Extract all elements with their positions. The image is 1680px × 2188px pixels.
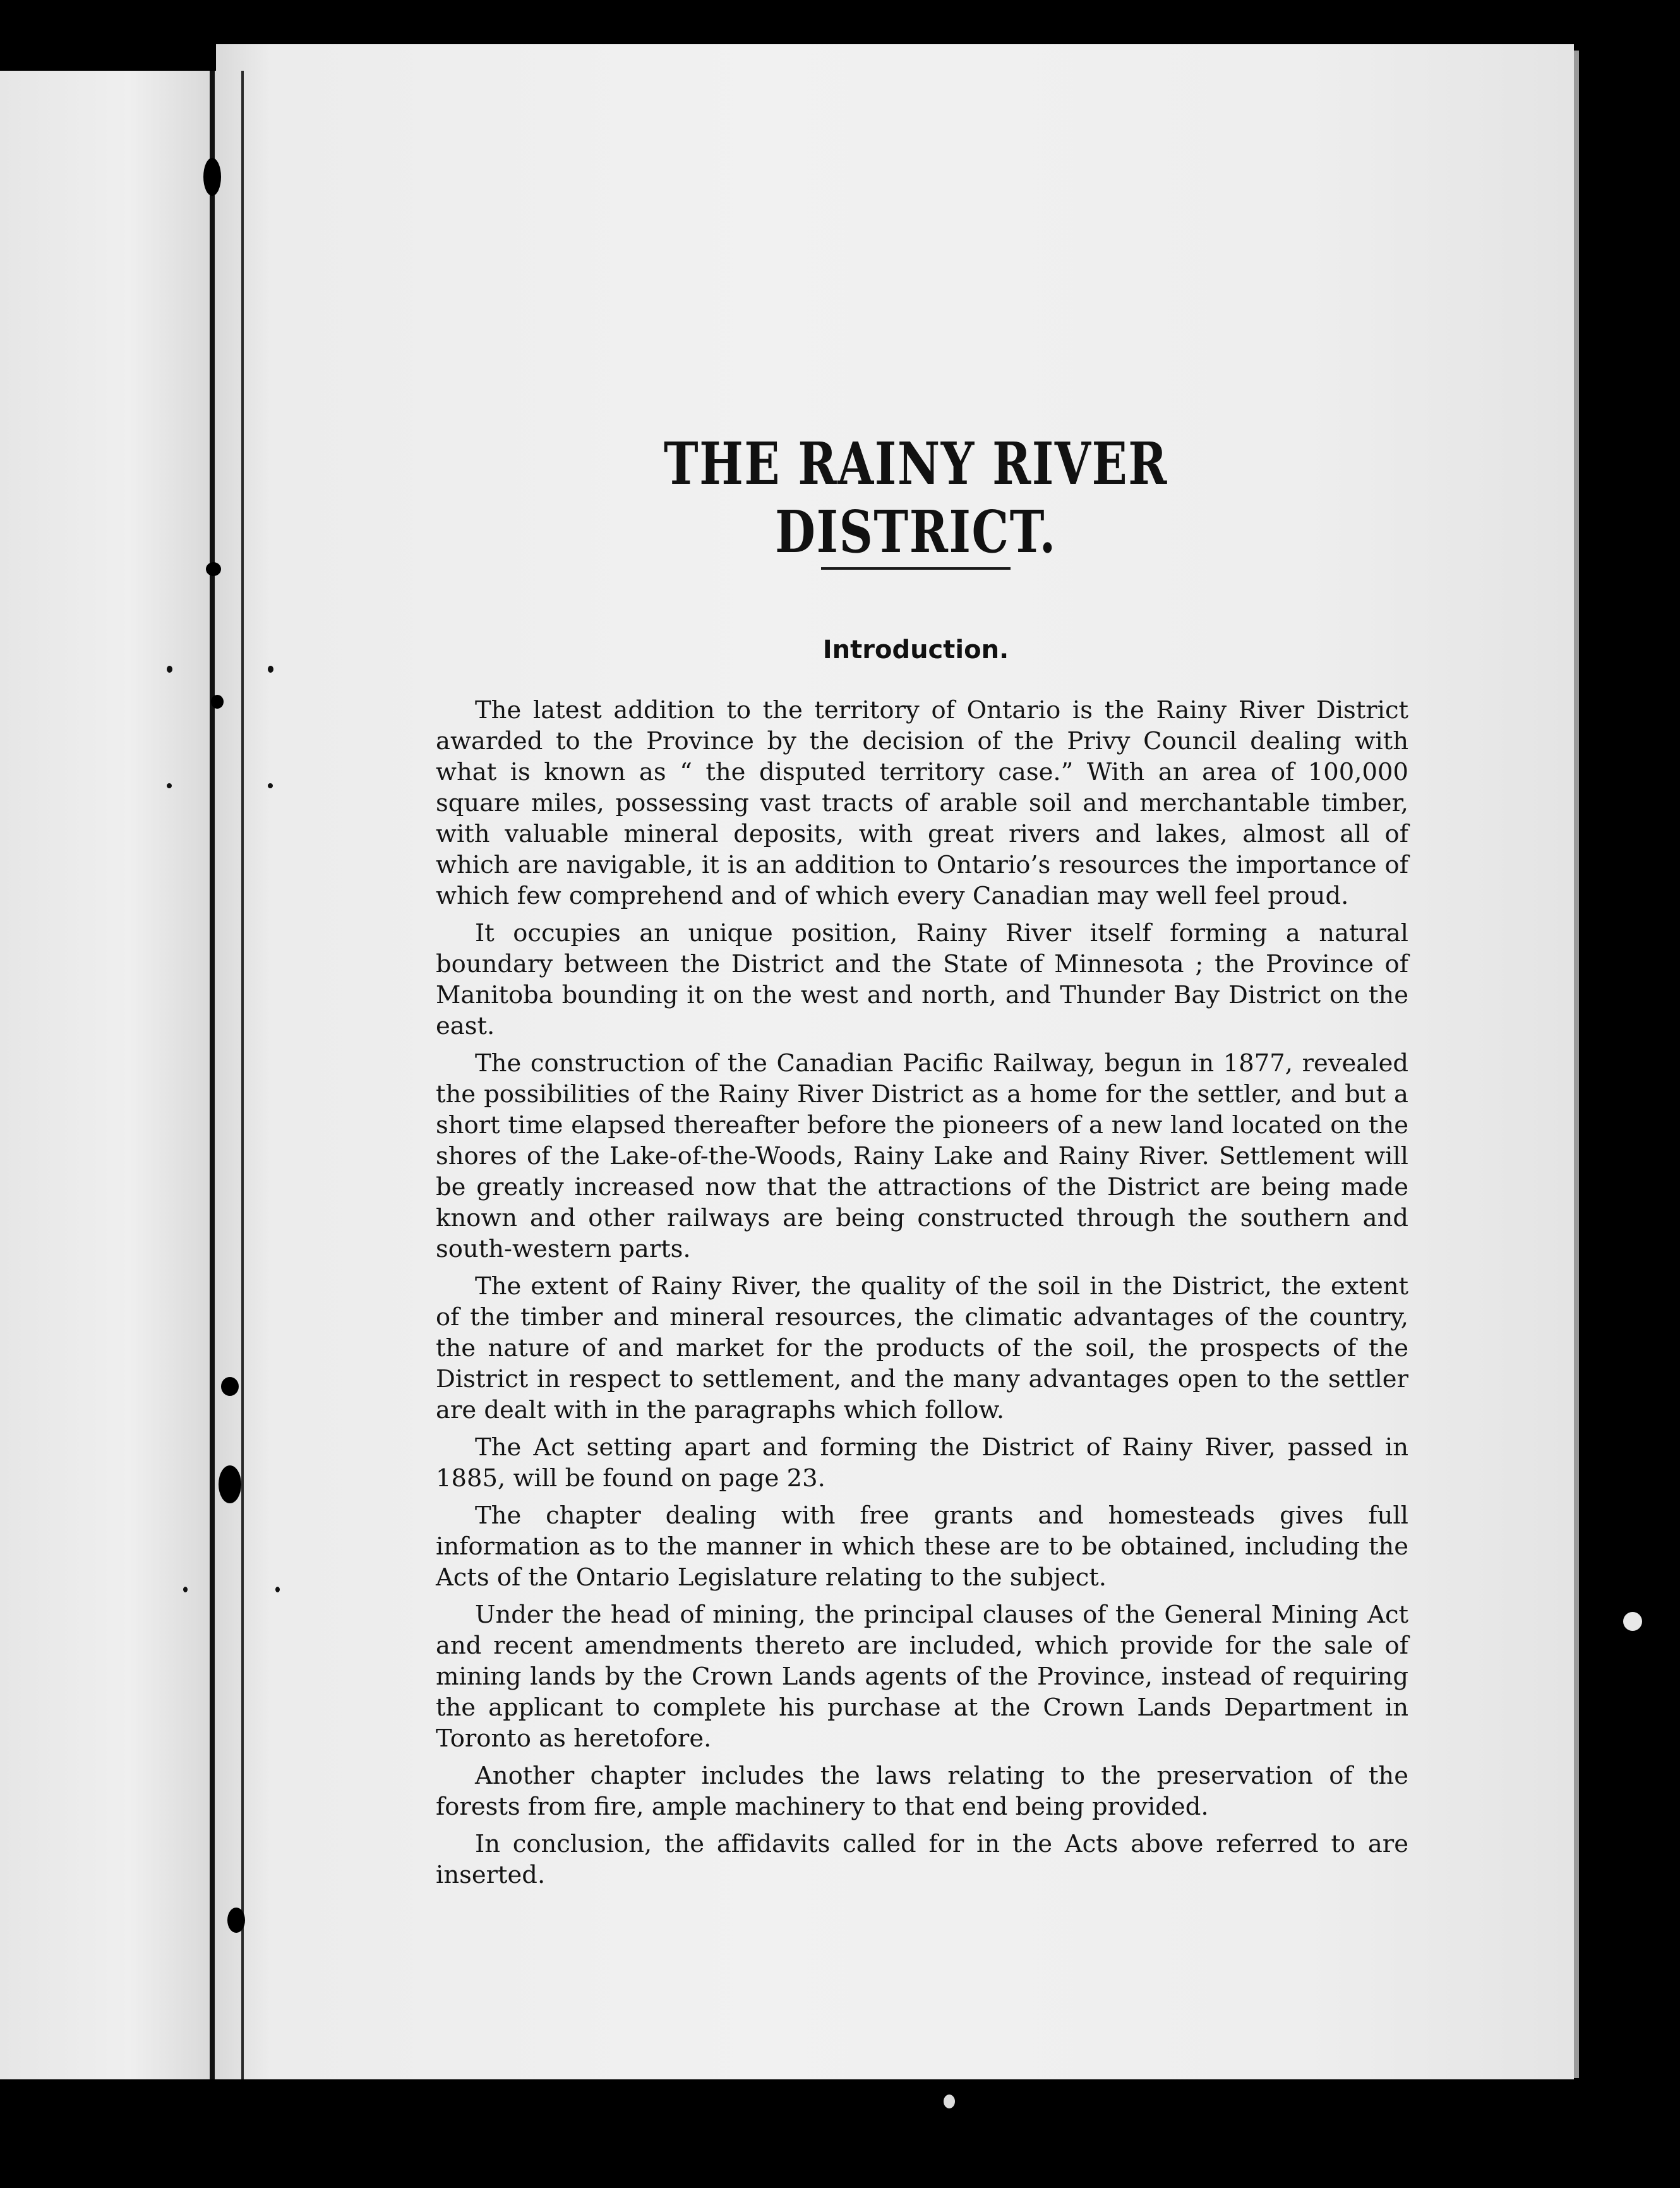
scan-speck: [167, 666, 172, 673]
binding-stitch: [211, 695, 224, 709]
paragraph: It occupies an unique position, Rainy River itself forming a natural boundary between the District and the State of Minnesota ; the Province of Manitoba bounding it on the west and north, and Thunder Bay District on the east.: [436, 919, 1408, 1040]
scan-speck: [1623, 1612, 1642, 1631]
scan-speck: [183, 1587, 188, 1592]
scan-speck: [275, 1587, 280, 1592]
binding-stitch: [203, 158, 221, 196]
binding-gutter: [210, 71, 215, 2079]
paragraph: The extent of Rainy River, the quality of the soil in the District, the extent of the timber and mineral resources, the climatic advantages of the country, the nature of and market for the products of the soil, the prospects of the District in respect to settlement, and the many advantages open to the settler are dealt with in the paragraphs which follow.: [436, 1272, 1408, 1424]
body-text: [436, 695, 1408, 1897]
paragraph: Under the head of mining, the principal clauses of the General Mining Act and recent amendments thereto are included, which provide for the sale of mining lands by the Crown Lands agents of the Province, instead of requiring the applicant to complete his purchase at the Crown Lands Department in Toronto as heretofore.: [436, 1601, 1408, 1753]
title-divider: [821, 567, 1011, 570]
binding-stitch: [227, 1908, 245, 1933]
paragraph: The Act setting apart and forming the District of Rainy River, passed in 1885, will be found on page 23.: [436, 1433, 1408, 1493]
binding-stitch: [221, 1377, 239, 1396]
scan-speck: [944, 2095, 955, 2108]
scan-speck: [167, 783, 172, 788]
binding-fold: [241, 71, 244, 2079]
scan-speck: [268, 783, 273, 788]
binding-stitch: [219, 1465, 241, 1503]
paragraph: Another chapter includes the laws relating to the preservation of the forests from fire, ample machinery to that end being provided.: [436, 1762, 1408, 1821]
paragraph: The chapter dealing with free grants and homesteads gives full information as to the manner in which these are to be obtained, including the Acts of the Ontario Legislature relating to the subject.: [436, 1501, 1408, 1592]
scan-speck: [268, 666, 273, 673]
page-edge: [1574, 51, 1579, 2078]
paragraph: The latest addition to the territory of Ontario is the Rainy River District awarded to the Province by the decision of the Privy Council dealing with what is known as “ the disputed territory case.” With an area of 100,000 square miles, possessing vast tracts of arable soil and merchantable timber, with valuable mineral deposits, with great rivers and lakes, almost all of which are navigable, it is an addition to Ontario’s resources the importance of which few comprehend and of which every Canadian may well feel proud.: [436, 696, 1408, 910]
facing-page-margin: [0, 71, 216, 2079]
page-title: THE RAINY RIVER DISTRICT.: [663, 430, 1168, 566]
section-heading: Introduction.: [822, 635, 1009, 664]
paragraph: The construction of the Canadian Pacific Railway, begun in 1877, revealed the possibilities of the Rainy River District as a home for the settler, and but a short time elapsed thereafter before the pioneers of a new land located on the shores of the Lake-of-the-Woods, Rainy Lake and Rainy River. Settlement will be greatly increased now that the attractions of the District are being made known and other railways are being constructed through the southern and south-western parts.: [436, 1049, 1408, 1263]
paragraph: In conclusion, the affidavits called for in the Acts above referred to are inserted.: [436, 1830, 1408, 1889]
binding-stitch: [206, 562, 221, 576]
